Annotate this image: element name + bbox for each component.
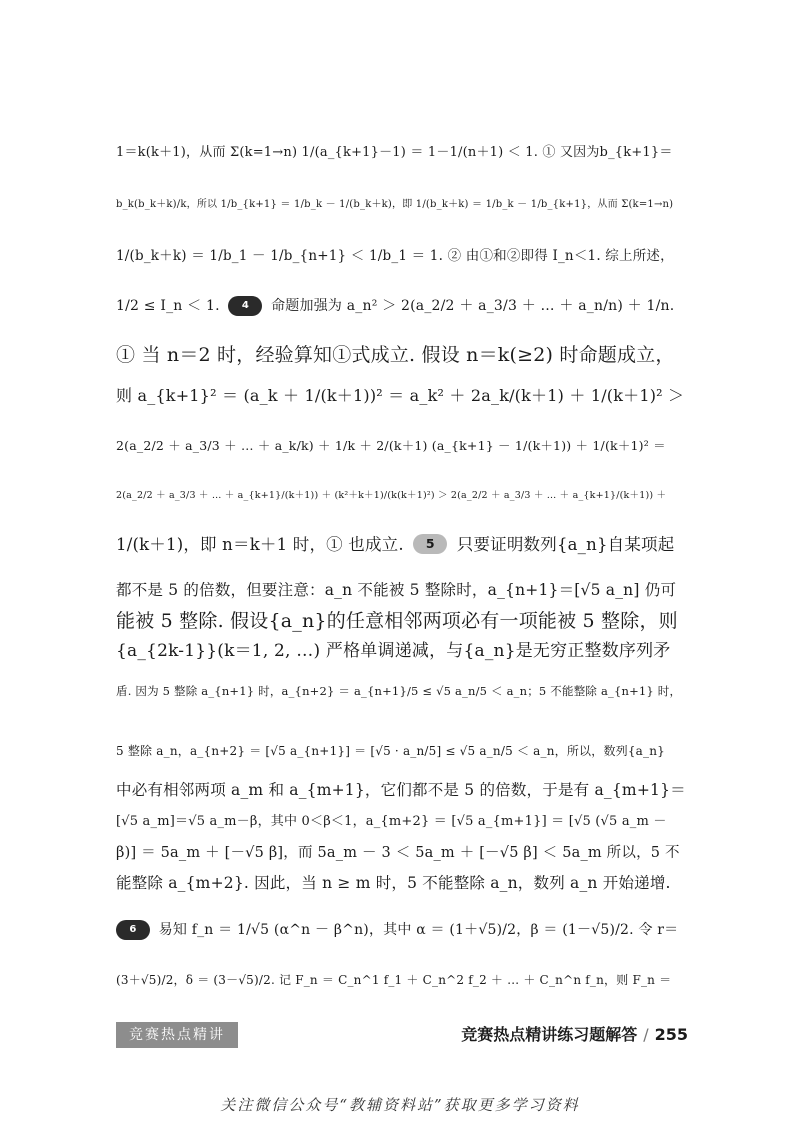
text-line: 盾. 因为 5 整除 a_{n+1} 时，a_{n+2} ＝ a_{n+1}/5 ≤ √5 a_n/5 ＜ a_n；5 不能整除 a_{n+1} 时， xyxy=(116,684,682,698)
footer-running-title xyxy=(461,1022,688,1048)
text-line: ① 当 n＝2 时，经验算知①式成立. 假设 n＝k(≥2) 时命题成立， xyxy=(116,344,675,366)
text-line: 中必有相邻两项 a_m 和 a_{m+1}，它们都不是 5 的倍数，于是有 a_{m+1}＝ xyxy=(116,781,686,799)
text-span: 1/2 ≤ I_n ＜ 1. xyxy=(116,298,220,314)
text-line: 1/(b_k＋k) ＝ 1/b_1 － 1/b_{n+1} ＜ 1/b_1 ＝ 1. ② 由①和②即得 I_n＜1. 综上所述， xyxy=(116,248,674,264)
text-line: 2(a_2/2 ＋ a_3/3 ＋ … ＋ a_{k+1}/(k＋1)) ＋ (k²＋k＋1)/(k(k＋1)²) ＞ 2(a_2/2 ＋ a_3/3 ＋ … ＋ a_{k+1}/(k＋1)) ＋ xyxy=(116,490,667,501)
text-line: 则 a_{k+1}² ＝ (a_k ＋ 1/(k＋1))² ＝ a_k² ＋ 2a_k/(k＋1) ＋ 1/(k＋1)² ＞ xyxy=(116,386,685,405)
text-line-with-badge xyxy=(116,293,686,319)
footer-section-label: 竞赛热点精讲 xyxy=(116,1022,238,1048)
text-line: {a_{2k-1}}(k＝1, 2, …) 严格单调递减，与{a_n}是无穷正整数序列矛 xyxy=(116,641,671,661)
text-line: 1＝k(k＋1)，从而 Σ(k=1→n) 1/(a_{k+1}－1) ＝ 1－1/(n＋1) ＜ 1. ① 又因为b_{k+1}＝ xyxy=(116,145,673,160)
footer-separator: / xyxy=(643,1025,649,1044)
problem-number-badge: 4 xyxy=(228,296,262,316)
text-span: 只要证明数列{a_n}自某项起 xyxy=(456,535,675,554)
watermark-note: 关注微信公众号“教辅资料站”获取更多学习资料 xyxy=(220,1096,580,1114)
text-line: 2(a_2/2 ＋ a_3/3 ＋ … ＋ a_k/k) ＋ 1/k ＋ 2/(k＋1) (a_{k+1} － 1/(k＋1)) ＋ 1/(k＋1)² ＝ xyxy=(116,438,666,453)
text-line-with-badge xyxy=(116,917,686,943)
text-line-with-badge xyxy=(116,532,686,558)
text-line: 都不是 5 的倍数，但要注意：a_n 不能被 5 整除时，a_{n+1}＝[√5 a_n] 仍可 xyxy=(116,581,677,599)
text-line: [√5 a_m]＝√5 a_m－β，其中 0＜β＜1，a_{m+2} ＝ [√5 a_{m+1}] ＝ [√5 (√5 a_m － xyxy=(116,814,667,829)
text-line: (3＋√5)/2，δ ＝ (3－√5)/2. 记 F_n ＝ C_n^1 f_1 ＋ C_n^2 f_2 ＋ … ＋ C_n^n f_n，则 F_n ＝ xyxy=(116,973,672,987)
text-line: 能整除 a_{m+2}. 因此，当 n ≥ m 时，5 不能整除 a_n，数列 a_n 开始递增. xyxy=(116,874,671,892)
text-line: β)] ＝ 5a_m ＋ [－√5 β]，而 5a_m － 3 ＜ 5a_m ＋ [－√5 β] ＜ 5a_m 所以，5 不 xyxy=(116,845,680,861)
text-line: b_k(b_k＋k)/k，所以 1/b_{k+1} ＝ 1/b_k － 1/(b_k＋k)，即 1/(b_k＋k) ＝ 1/b_k － 1/b_{k+1}，从而 Σ(k=1→n) xyxy=(116,199,674,210)
text-line: 5 整除 a_n，a_{n+2} ＝ [√5 a_{n+1}] ＝ [√5 · a_n/5] ≤ √5 a_n/5 ＜ a_n，所以，数列{a_n} xyxy=(116,744,666,758)
text-span: 易知 f_n ＝ 1/√5 (α^n － β^n)，其中 α ＝ (1＋√5)/2，β ＝ (1－√5)/2. 令 r＝ xyxy=(158,922,679,938)
footer-title: 竞赛热点精讲练习题解答 xyxy=(461,1025,638,1044)
text-span: 命题加强为 a_n² ＞ 2(a_2/2 ＋ a_3/3 ＋ … ＋ a_n/n) ＋ 1/n. xyxy=(271,298,675,314)
text-line: 能被 5 整除. 假设{a_n}的任意相邻两项必有一项能被 5 整除，则 xyxy=(116,610,678,632)
problem-number-badge: 6 xyxy=(116,920,150,940)
problem-number-badge: 5 xyxy=(413,534,447,554)
page-number: 255 xyxy=(654,1025,688,1044)
text-span: 1/(k＋1)，即 n＝k＋1 时，① 也成立. xyxy=(116,535,404,554)
